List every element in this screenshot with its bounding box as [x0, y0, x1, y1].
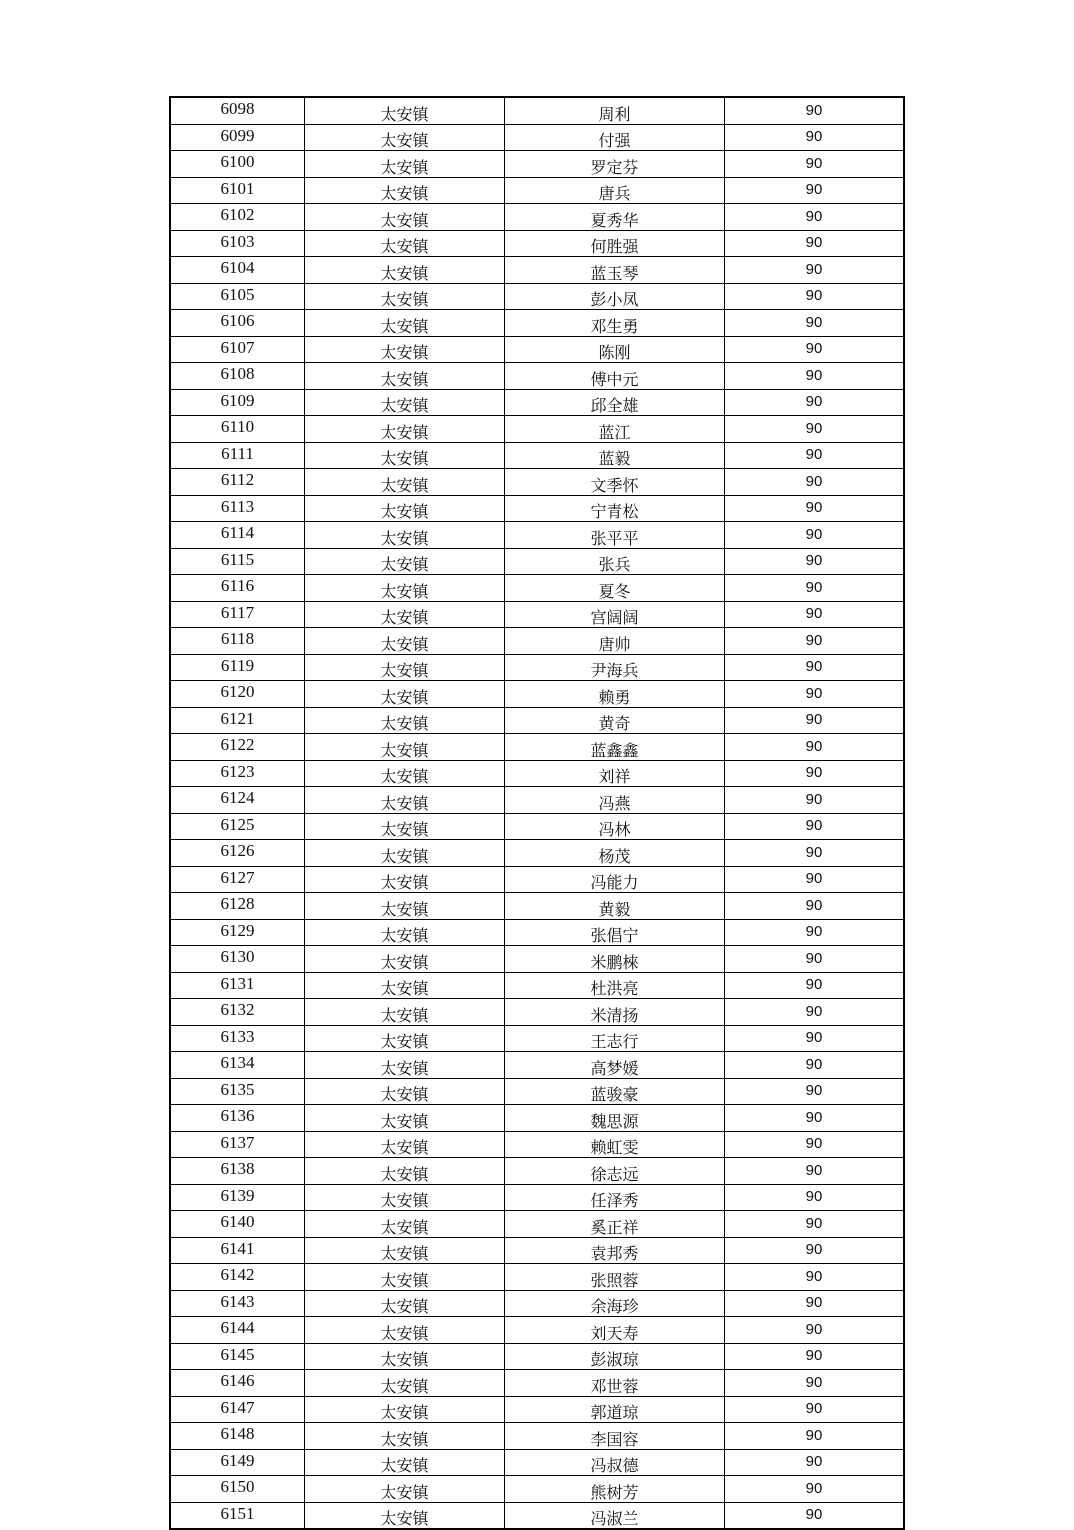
row-number-cell: 6099	[170, 124, 305, 151]
table-row	[170, 1052, 904, 1079]
row-number-cell: 6136	[170, 1105, 305, 1132]
table-row	[170, 1423, 904, 1450]
amount-cell: 90	[725, 1396, 905, 1423]
person-name-cell: 张平平	[505, 522, 725, 549]
town-cell: 太安镇	[305, 681, 505, 708]
row-number-cell: 6109	[170, 389, 305, 416]
town-cell: 太安镇	[305, 548, 505, 575]
amount-cell: 90	[725, 416, 905, 443]
amount-cell: 90	[725, 946, 905, 973]
table-row	[170, 230, 904, 257]
table-row	[170, 522, 904, 549]
town-cell: 太安镇	[305, 707, 505, 734]
person-name-cell: 杜洪亮	[505, 972, 725, 999]
amount-cell: 90	[725, 310, 905, 337]
town-cell: 太安镇	[305, 495, 505, 522]
person-name-cell: 袁邦秀	[505, 1237, 725, 1264]
town-cell: 太安镇	[305, 522, 505, 549]
amount-cell: 90	[725, 1370, 905, 1397]
amount-cell: 90	[725, 734, 905, 761]
amount-cell: 90	[725, 1343, 905, 1370]
row-number-cell: 6145	[170, 1343, 305, 1370]
person-name-cell: 赖勇	[505, 681, 725, 708]
table-row	[170, 1343, 904, 1370]
person-name-cell: 邓世蓉	[505, 1370, 725, 1397]
row-number-cell: 6113	[170, 495, 305, 522]
town-cell: 太安镇	[305, 416, 505, 443]
town-cell: 太安镇	[305, 601, 505, 628]
person-name-cell: 陈刚	[505, 336, 725, 363]
table-row	[170, 1502, 904, 1529]
person-name-cell: 张兵	[505, 548, 725, 575]
town-cell: 太安镇	[305, 1158, 505, 1185]
person-name-cell: 冯淑兰	[505, 1502, 725, 1529]
town-cell: 太安镇	[305, 654, 505, 681]
table-row	[170, 1131, 904, 1158]
person-name-cell: 彭淑琼	[505, 1343, 725, 1370]
amount-cell: 90	[725, 1184, 905, 1211]
row-number-cell: 6126	[170, 840, 305, 867]
table-row	[170, 389, 904, 416]
table-row	[170, 893, 904, 920]
amount-cell: 90	[725, 257, 905, 284]
person-name-cell: 宫阔阔	[505, 601, 725, 628]
table-row	[170, 548, 904, 575]
table-row	[170, 1476, 904, 1503]
table-row	[170, 1264, 904, 1291]
table-row	[170, 1158, 904, 1185]
amount-cell: 90	[725, 866, 905, 893]
town-cell: 太安镇	[305, 866, 505, 893]
amount-cell: 90	[725, 97, 905, 124]
table-row	[170, 416, 904, 443]
row-number-cell: 6139	[170, 1184, 305, 1211]
town-cell: 太安镇	[305, 919, 505, 946]
person-name-cell: 冯燕	[505, 787, 725, 814]
row-number-cell: 6150	[170, 1476, 305, 1503]
amount-cell: 90	[725, 230, 905, 257]
town-cell: 太安镇	[305, 389, 505, 416]
row-number-cell: 6144	[170, 1317, 305, 1344]
row-number-cell: 6148	[170, 1423, 305, 1450]
town-cell: 太安镇	[305, 151, 505, 178]
row-number-cell: 6110	[170, 416, 305, 443]
town-cell: 太安镇	[305, 1343, 505, 1370]
table-row	[170, 310, 904, 337]
town-cell: 太安镇	[305, 204, 505, 231]
town-cell: 太安镇	[305, 1025, 505, 1052]
table-row	[170, 999, 904, 1026]
table-row	[170, 257, 904, 284]
person-name-cell: 余海珍	[505, 1290, 725, 1317]
row-number-cell: 6128	[170, 893, 305, 920]
table-row	[170, 760, 904, 787]
person-name-cell: 蓝江	[505, 416, 725, 443]
amount-cell: 90	[725, 204, 905, 231]
row-number-cell: 6121	[170, 707, 305, 734]
table-row	[170, 1078, 904, 1105]
person-name-cell: 高梦媛	[505, 1052, 725, 1079]
amount-cell: 90	[725, 628, 905, 655]
person-name-cell: 宁青松	[505, 495, 725, 522]
table-row	[170, 1025, 904, 1052]
row-number-cell: 6137	[170, 1131, 305, 1158]
town-cell: 太安镇	[305, 1131, 505, 1158]
amount-cell: 90	[725, 601, 905, 628]
amount-cell: 90	[725, 1237, 905, 1264]
town-cell: 太安镇	[305, 310, 505, 337]
table-row	[170, 681, 904, 708]
row-number-cell: 6102	[170, 204, 305, 231]
row-number-cell: 6135	[170, 1078, 305, 1105]
person-name-cell: 魏思源	[505, 1105, 725, 1132]
person-name-cell: 刘天寿	[505, 1317, 725, 1344]
table-row	[170, 946, 904, 973]
row-number-cell: 6127	[170, 866, 305, 893]
person-name-cell: 王志行	[505, 1025, 725, 1052]
town-cell: 太安镇	[305, 1396, 505, 1423]
table-row	[170, 734, 904, 761]
row-number-cell: 6141	[170, 1237, 305, 1264]
town-cell: 太安镇	[305, 283, 505, 310]
person-name-cell: 冯叔德	[505, 1449, 725, 1476]
person-name-cell: 黄奇	[505, 707, 725, 734]
person-name-cell: 文季怀	[505, 469, 725, 496]
town-cell: 太安镇	[305, 469, 505, 496]
row-number-cell: 6105	[170, 283, 305, 310]
town-cell: 太安镇	[305, 230, 505, 257]
row-number-cell: 6130	[170, 946, 305, 973]
table-row	[170, 1290, 904, 1317]
person-name-cell: 彭小凤	[505, 283, 725, 310]
table-row	[170, 1211, 904, 1238]
row-number-cell: 6114	[170, 522, 305, 549]
row-number-cell: 6098	[170, 97, 305, 124]
amount-cell: 90	[725, 363, 905, 390]
town-cell: 太安镇	[305, 97, 505, 124]
table-row	[170, 469, 904, 496]
row-number-cell: 6129	[170, 919, 305, 946]
amount-cell: 90	[725, 1317, 905, 1344]
person-name-cell: 赖虹雯	[505, 1131, 725, 1158]
town-cell: 太安镇	[305, 1449, 505, 1476]
person-name-cell: 徐志远	[505, 1158, 725, 1185]
table-row	[170, 442, 904, 469]
person-name-cell: 李国容	[505, 1423, 725, 1450]
table-row	[170, 283, 904, 310]
table-row	[170, 124, 904, 151]
row-number-cell: 6140	[170, 1211, 305, 1238]
table-row	[170, 1184, 904, 1211]
person-name-cell: 米清扬	[505, 999, 725, 1026]
row-number-cell: 6118	[170, 628, 305, 655]
table-row	[170, 654, 904, 681]
table-row	[170, 866, 904, 893]
person-name-cell: 尹海兵	[505, 654, 725, 681]
row-number-cell: 6119	[170, 654, 305, 681]
amount-cell: 90	[725, 1131, 905, 1158]
town-cell: 太安镇	[305, 1370, 505, 1397]
town-cell: 太安镇	[305, 336, 505, 363]
table-row	[170, 1105, 904, 1132]
amount-cell: 90	[725, 1449, 905, 1476]
table-row	[170, 840, 904, 867]
town-cell: 太安镇	[305, 1264, 505, 1291]
row-number-cell: 6133	[170, 1025, 305, 1052]
roster-table	[169, 96, 905, 1530]
amount-cell: 90	[725, 1502, 905, 1529]
amount-cell: 90	[725, 893, 905, 920]
row-number-cell: 6101	[170, 177, 305, 204]
town-cell: 太安镇	[305, 972, 505, 999]
amount-cell: 90	[725, 1025, 905, 1052]
row-number-cell: 6143	[170, 1290, 305, 1317]
row-number-cell: 6138	[170, 1158, 305, 1185]
person-name-cell: 唐兵	[505, 177, 725, 204]
amount-cell: 90	[725, 999, 905, 1026]
amount-cell: 90	[725, 177, 905, 204]
town-cell: 太安镇	[305, 1052, 505, 1079]
person-name-cell: 冯能力	[505, 866, 725, 893]
town-cell: 太安镇	[305, 946, 505, 973]
amount-cell: 90	[725, 495, 905, 522]
row-number-cell: 6131	[170, 972, 305, 999]
amount-cell: 90	[725, 1476, 905, 1503]
person-name-cell: 奚正祥	[505, 1211, 725, 1238]
town-cell: 太安镇	[305, 1423, 505, 1450]
roster-table-body	[170, 97, 904, 1529]
person-name-cell: 唐帅	[505, 628, 725, 655]
amount-cell: 90	[725, 151, 905, 178]
table-row	[170, 575, 904, 602]
amount-cell: 90	[725, 760, 905, 787]
amount-cell: 90	[725, 548, 905, 575]
row-number-cell: 6147	[170, 1396, 305, 1423]
person-name-cell: 杨茂	[505, 840, 725, 867]
town-cell: 太安镇	[305, 177, 505, 204]
town-cell: 太安镇	[305, 257, 505, 284]
amount-cell: 90	[725, 654, 905, 681]
person-name-cell: 郭道琼	[505, 1396, 725, 1423]
town-cell: 太安镇	[305, 1317, 505, 1344]
person-name-cell: 周利	[505, 97, 725, 124]
table-row	[170, 97, 904, 124]
table-row	[170, 707, 904, 734]
person-name-cell: 黄毅	[505, 893, 725, 920]
person-name-cell: 熊树芳	[505, 1476, 725, 1503]
town-cell: 太安镇	[305, 1105, 505, 1132]
table-row	[170, 1396, 904, 1423]
row-number-cell: 6123	[170, 760, 305, 787]
row-number-cell: 6104	[170, 257, 305, 284]
person-name-cell: 夏秀华	[505, 204, 725, 231]
amount-cell: 90	[725, 1105, 905, 1132]
row-number-cell: 6149	[170, 1449, 305, 1476]
amount-cell: 90	[725, 972, 905, 999]
row-number-cell: 6125	[170, 813, 305, 840]
row-number-cell: 6100	[170, 151, 305, 178]
amount-cell: 90	[725, 442, 905, 469]
amount-cell: 90	[725, 1264, 905, 1291]
table-row	[170, 151, 904, 178]
town-cell: 太安镇	[305, 442, 505, 469]
table-row	[170, 204, 904, 231]
person-name-cell: 张倡宁	[505, 919, 725, 946]
town-cell: 太安镇	[305, 760, 505, 787]
town-cell: 太安镇	[305, 787, 505, 814]
row-number-cell: 6132	[170, 999, 305, 1026]
person-name-cell: 付强	[505, 124, 725, 151]
amount-cell: 90	[725, 919, 905, 946]
town-cell: 太安镇	[305, 893, 505, 920]
person-name-cell: 蓝鑫鑫	[505, 734, 725, 761]
row-number-cell: 6120	[170, 681, 305, 708]
table-row	[170, 813, 904, 840]
table-row	[170, 336, 904, 363]
row-number-cell: 6122	[170, 734, 305, 761]
amount-cell: 90	[725, 1078, 905, 1105]
town-cell: 太安镇	[305, 124, 505, 151]
town-cell: 太安镇	[305, 999, 505, 1026]
row-number-cell: 6116	[170, 575, 305, 602]
amount-cell: 90	[725, 1158, 905, 1185]
town-cell: 太安镇	[305, 575, 505, 602]
amount-cell: 90	[725, 283, 905, 310]
person-name-cell: 蓝玉琴	[505, 257, 725, 284]
person-name-cell: 邱全雄	[505, 389, 725, 416]
person-name-cell: 张照蓉	[505, 1264, 725, 1291]
table-row	[170, 177, 904, 204]
town-cell: 太安镇	[305, 1211, 505, 1238]
town-cell: 太安镇	[305, 1476, 505, 1503]
town-cell: 太安镇	[305, 363, 505, 390]
person-name-cell: 蓝骏豪	[505, 1078, 725, 1105]
row-number-cell: 6112	[170, 469, 305, 496]
town-cell: 太安镇	[305, 840, 505, 867]
row-number-cell: 6146	[170, 1370, 305, 1397]
person-name-cell: 蓝毅	[505, 442, 725, 469]
person-name-cell: 夏冬	[505, 575, 725, 602]
row-number-cell: 6108	[170, 363, 305, 390]
town-cell: 太安镇	[305, 1502, 505, 1529]
amount-cell: 90	[725, 840, 905, 867]
row-number-cell: 6134	[170, 1052, 305, 1079]
amount-cell: 90	[725, 1052, 905, 1079]
amount-cell: 90	[725, 813, 905, 840]
table-row	[170, 1237, 904, 1264]
person-name-cell: 何胜强	[505, 230, 725, 257]
town-cell: 太安镇	[305, 734, 505, 761]
row-number-cell: 6142	[170, 1264, 305, 1291]
amount-cell: 90	[725, 787, 905, 814]
table-row	[170, 363, 904, 390]
row-number-cell: 6115	[170, 548, 305, 575]
row-number-cell: 6151	[170, 1502, 305, 1529]
person-name-cell: 傅中元	[505, 363, 725, 390]
table-row	[170, 601, 904, 628]
town-cell: 太安镇	[305, 628, 505, 655]
amount-cell: 90	[725, 1290, 905, 1317]
table-row	[170, 787, 904, 814]
amount-cell: 90	[725, 681, 905, 708]
amount-cell: 90	[725, 336, 905, 363]
row-number-cell: 6107	[170, 336, 305, 363]
table-row	[170, 919, 904, 946]
row-number-cell: 6117	[170, 601, 305, 628]
town-cell: 太安镇	[305, 1290, 505, 1317]
table-row	[170, 628, 904, 655]
row-number-cell: 6124	[170, 787, 305, 814]
amount-cell: 90	[725, 707, 905, 734]
amount-cell: 90	[725, 469, 905, 496]
row-number-cell: 6106	[170, 310, 305, 337]
amount-cell: 90	[725, 1423, 905, 1450]
table-row	[170, 1317, 904, 1344]
person-name-cell: 冯林	[505, 813, 725, 840]
town-cell: 太安镇	[305, 813, 505, 840]
person-name-cell: 刘祥	[505, 760, 725, 787]
amount-cell: 90	[725, 522, 905, 549]
person-name-cell: 米鹏棶	[505, 946, 725, 973]
amount-cell: 90	[725, 1211, 905, 1238]
person-name-cell: 罗定芬	[505, 151, 725, 178]
town-cell: 太安镇	[305, 1078, 505, 1105]
person-name-cell: 任泽秀	[505, 1184, 725, 1211]
amount-cell: 90	[725, 575, 905, 602]
table-row	[170, 972, 904, 999]
table-row	[170, 1370, 904, 1397]
table-row	[170, 495, 904, 522]
row-number-cell: 6103	[170, 230, 305, 257]
person-name-cell: 邓生勇	[505, 310, 725, 337]
town-cell: 太安镇	[305, 1184, 505, 1211]
town-cell: 太安镇	[305, 1237, 505, 1264]
table-row	[170, 1449, 904, 1476]
amount-cell: 90	[725, 124, 905, 151]
amount-cell: 90	[725, 389, 905, 416]
row-number-cell: 6111	[170, 442, 305, 469]
